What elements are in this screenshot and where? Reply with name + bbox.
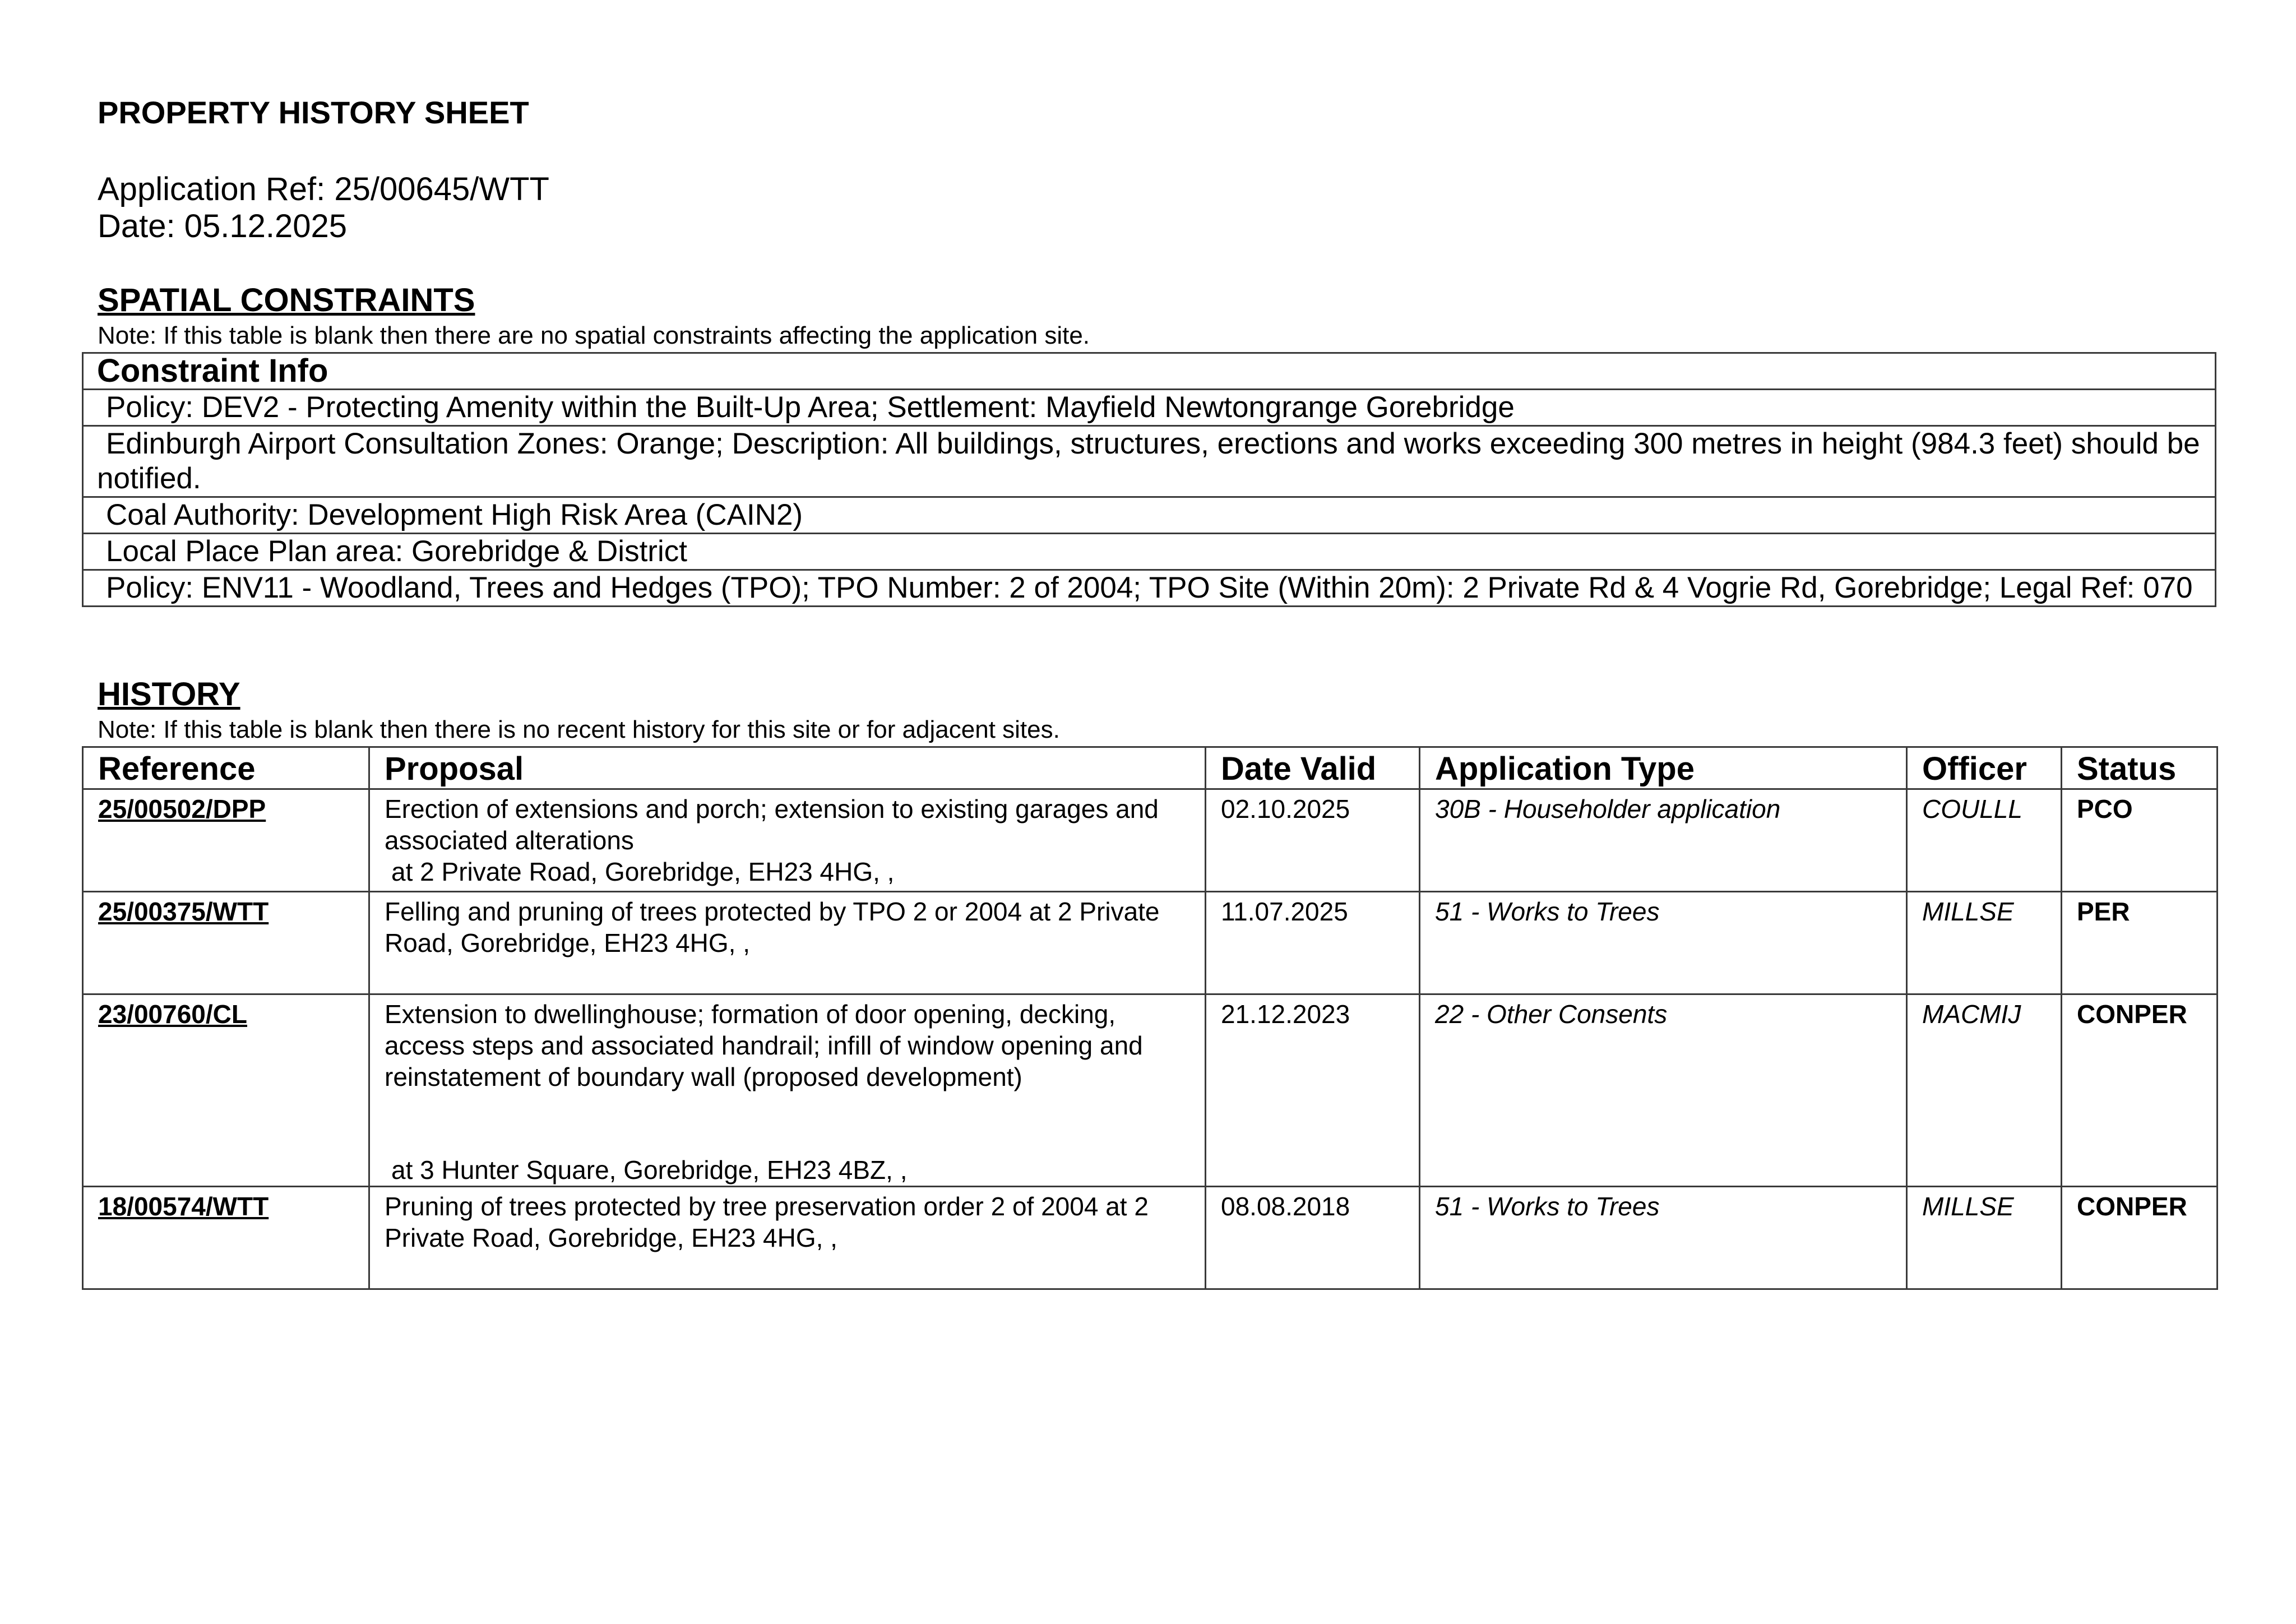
proposal-cell [369, 1187, 1206, 1289]
table-row [83, 789, 2218, 892]
constraint-row [83, 570, 2216, 607]
proposal-text: Extension to dwellinghouse; formation of door opening, decking, access steps and associated handrail; infill of window opening and reinstatement of boundary wall (proposed development) [385, 1000, 1143, 1091]
constraint-row [83, 534, 2216, 570]
date-valid-cell: 21.12.2023 [1206, 994, 1420, 1187]
spatial-constraints-table [82, 352, 2216, 607]
application-type-cell: 22 - Other Consents [1420, 994, 1907, 1187]
date-valid-cell: 02.10.2025 [1206, 789, 1420, 892]
constraints-header-row [83, 353, 2216, 390]
application-type-cell: 51 - Works to Trees [1420, 892, 1907, 994]
reference-link[interactable]: 25/00375/WTT [83, 892, 369, 994]
history-header-row [83, 747, 2218, 789]
proposal-text: Pruning of trees protected by tree preservation order 2 of 2004 at 2 Private Road, Gorebridge, EH23 4HG, , [385, 1192, 1149, 1252]
column-header-date-valid: Date Valid [1206, 747, 1420, 789]
reference-link[interactable]: 18/00574/WTT [83, 1187, 369, 1289]
constraint-text: Coal Authority: Development High Risk Area (CAIN2) [106, 498, 803, 531]
constraint-text: Edinburgh Airport Consultation Zones: Orange; Description: All buildings, structures, erections and works exceeding 300 metres in height (984.3 feet) should be notified. [97, 427, 2200, 495]
proposal-address: at 3 Hunter Square, Gorebridge, EH23 4BZ, , [391, 1155, 908, 1185]
history-note: Note: If this table is blank then there is no recent history for this site or for adjacent sites. [98, 716, 1060, 743]
reference-link[interactable]: 23/00760/CL [83, 994, 369, 1187]
table-row [83, 892, 2218, 994]
constraint-row [83, 497, 2216, 534]
proposal-text: Erection of extensions and porch; extension to existing garages and associated alterations [385, 794, 1159, 855]
sheet-date: Date: 05.12.2025 [98, 208, 348, 244]
proposal-text: Felling and pruning of trees protected by TPO 2 or 2004 at 2 Private Road, Gorebridge, EH23 4HG, , [385, 897, 1160, 957]
officer-cell: MILLSE [1907, 1187, 2062, 1289]
constraint-cell [83, 570, 2216, 607]
constraint-cell [83, 497, 2216, 534]
status-cell: PER [2062, 892, 2218, 994]
constraint-text: Policy: ENV11 - Woodland, Trees and Hedges (TPO); TPO Number: 2 of 2004; TPO Site (Within 20m): 2 Private Rd & 4 Vogrie Rd, Gorebridge; Legal Ref: 070 [106, 571, 2193, 604]
constraint-text: Local Place Plan area: Gorebridge & District [106, 535, 687, 568]
status-cell: CONPER [2062, 994, 2218, 1187]
constraint-row [83, 390, 2216, 426]
constraint-text: Policy: DEV2 - Protecting Amenity within the Built-Up Area; Settlement: Mayfield Newtongrange Gorebridge [106, 391, 1515, 424]
page-title: PROPERTY HISTORY SHEET [98, 95, 529, 130]
column-header-status: Status [2062, 747, 2218, 789]
column-header-reference: Reference [83, 747, 369, 789]
application-ref: Application Ref: 25/00645/WTT [98, 171, 549, 207]
proposal-cell [369, 892, 1206, 994]
column-header-officer: Officer [1907, 747, 2062, 789]
proposal-cell [369, 994, 1206, 1187]
proposal-address: at 2 Private Road, Gorebridge, EH23 4HG, , [391, 857, 895, 886]
table-row [83, 1187, 2218, 1289]
status-cell: PCO [2062, 789, 2218, 892]
spatial-constraints-heading: SPATIAL CONSTRAINTS [98, 282, 475, 318]
column-header-application-type: Application Type [1420, 747, 1907, 789]
spatial-constraints-note: Note: If this table is blank then there are no spatial constraints affecting the application site. [98, 322, 1090, 349]
constraint-info-header: Constraint Info [83, 353, 2216, 390]
constraint-row [83, 426, 2216, 497]
constraint-cell [83, 534, 2216, 570]
status-cell: CONPER [2062, 1187, 2218, 1289]
constraint-cell [83, 426, 2216, 497]
date-valid-cell: 08.08.2018 [1206, 1187, 1420, 1289]
date-valid-cell: 11.07.2025 [1206, 892, 1420, 994]
application-type-cell: 51 - Works to Trees [1420, 1187, 1907, 1289]
column-header-proposal: Proposal [369, 747, 1206, 789]
proposal-cell [369, 789, 1206, 892]
officer-cell: COULLL [1907, 789, 2062, 892]
officer-cell: MILLSE [1907, 892, 2062, 994]
reference-link[interactable]: 25/00502/DPP [83, 789, 369, 892]
history-table [82, 746, 2218, 1290]
table-row [83, 994, 2218, 1187]
constraint-cell [83, 390, 2216, 426]
application-type-cell: 30B - Householder application [1420, 789, 1907, 892]
history-heading: HISTORY [98, 676, 240, 712]
officer-cell: MACMIJ [1907, 994, 2062, 1187]
